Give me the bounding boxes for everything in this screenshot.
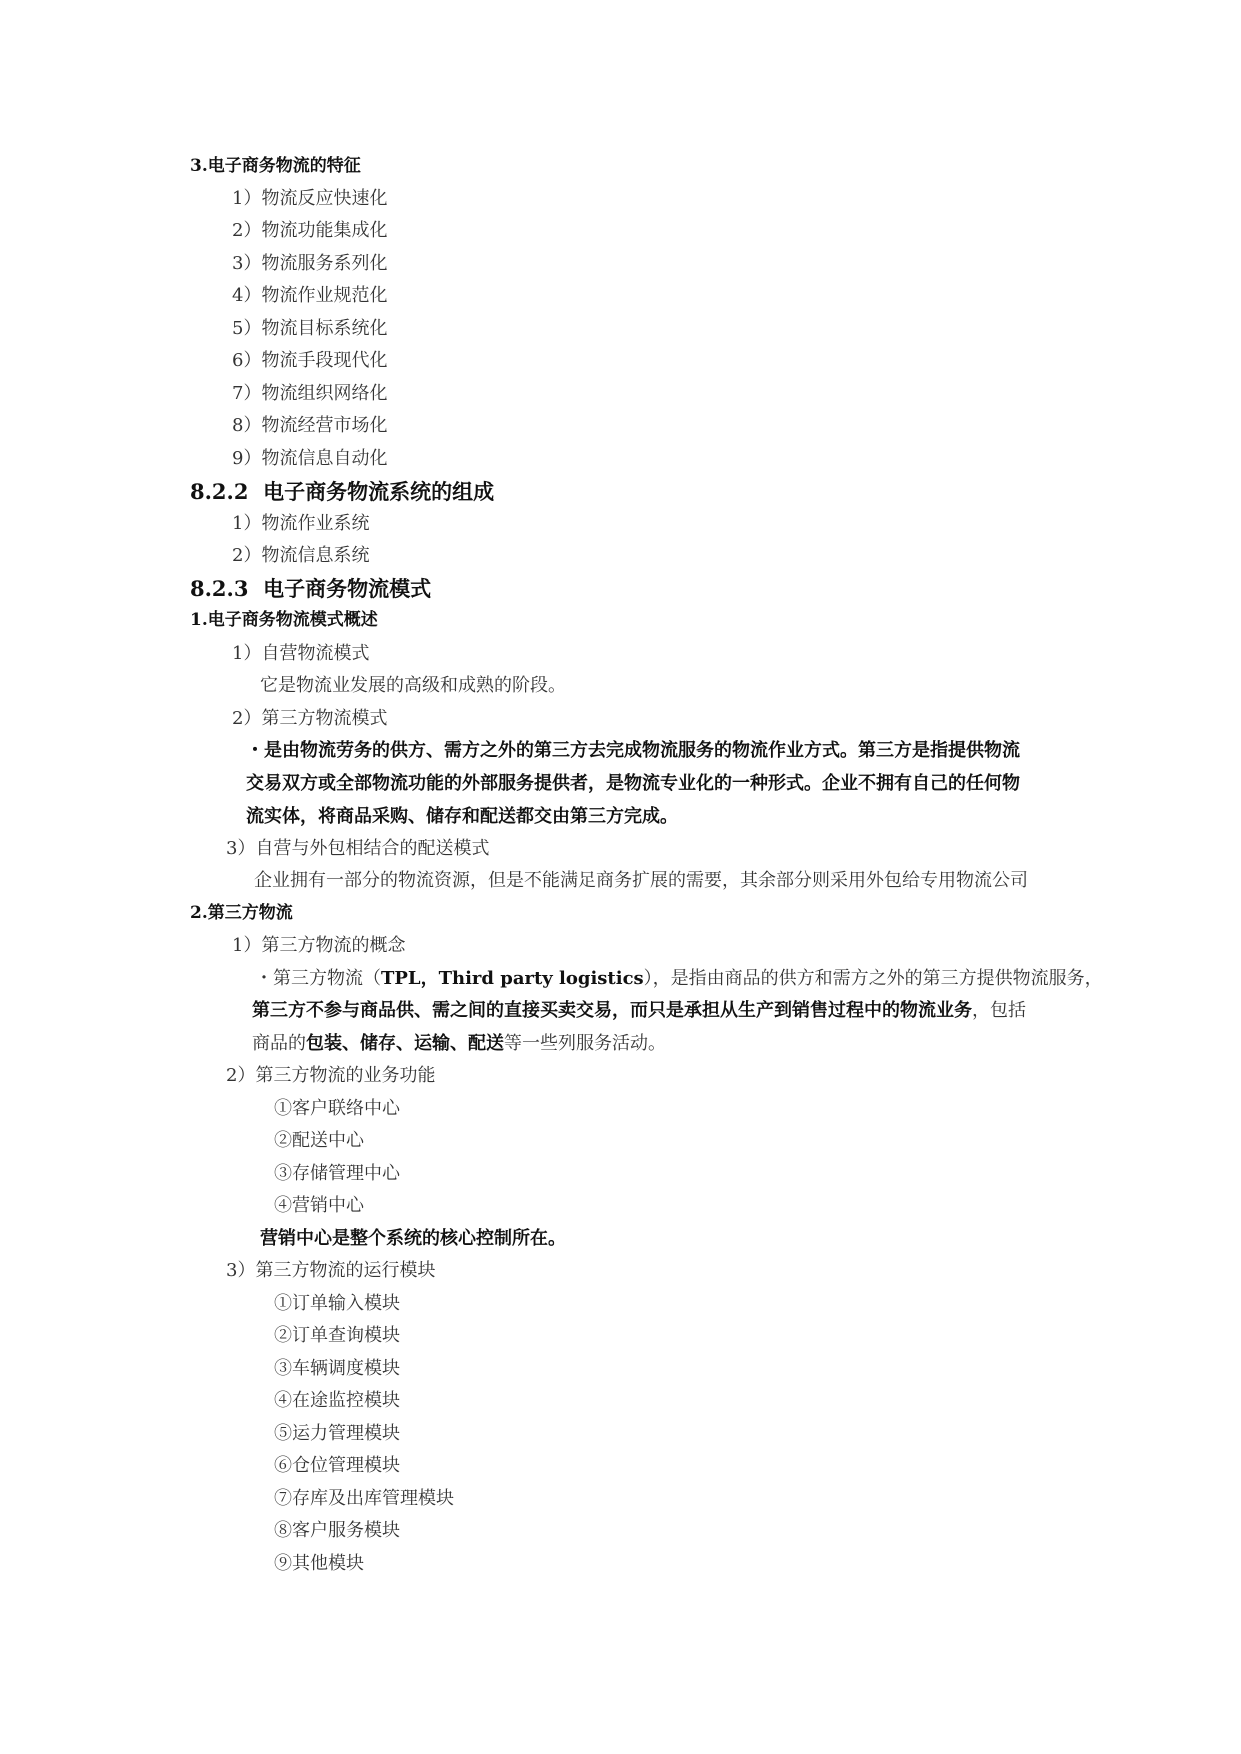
function-item: ④营销中心	[274, 1195, 364, 1216]
module-item: ①订单输入模块	[274, 1293, 400, 1314]
mode-title: 2）第三方物流模式	[232, 708, 388, 729]
feature-item: 5）物流目标系统化	[232, 318, 388, 339]
heading-8-2-2: 8.2.2 电子商务物流系统的组成	[190, 479, 495, 504]
function-item: ①客户联络中心	[274, 1098, 400, 1119]
feature-item: 7）物流组织网络化	[232, 383, 388, 404]
feature-item: 4）物流作业规范化	[232, 285, 388, 306]
system-item: 2）物流信息系统	[232, 545, 370, 566]
module-item: ⑨其他模块	[274, 1553, 364, 1574]
module-item: ⑧客户服务模块	[274, 1520, 400, 1541]
feature-item: 8）物流经营市场化	[232, 415, 388, 436]
subsection-title: 3）第三方物流的运行模块	[226, 1260, 436, 1281]
module-item: ④在途监控模块	[274, 1390, 400, 1411]
section-heading-tpl: 2.第三方物流	[190, 903, 293, 923]
subsection-title: 1）第三方物流的概念	[232, 935, 406, 956]
mode-title: 3）自营与外包相结合的配送模式	[226, 838, 490, 859]
module-item: ②订单查询模块	[274, 1325, 400, 1346]
concept-line	[252, 1002, 1026, 1020]
function-item: ②配送中心	[274, 1130, 364, 1151]
feature-item: 3）物流服务系列化	[232, 253, 388, 274]
module-item: ③车辆调度模块	[274, 1358, 400, 1379]
system-item: 1）物流作业系统	[232, 513, 370, 534]
concept-line	[252, 1035, 666, 1053]
concept-text: 商品的	[252, 1033, 306, 1054]
concept-emphasis: 包装、储存、运输、配送	[306, 1033, 504, 1054]
concept-text: ，包括	[972, 1000, 1026, 1021]
concept-text: ），是指由商品的供方和需方之外的第三方提供物流服务，	[643, 968, 1103, 989]
function-note: 营销中心是整个系统的核心控制所在。	[260, 1228, 566, 1249]
function-item: ③存储管理中心	[274, 1163, 400, 1184]
concept-line	[255, 970, 1103, 988]
concept-emphasis: TPL，Third party logistics	[381, 968, 644, 989]
heading-8-2-3: 8.2.3 电子商务物流模式	[190, 576, 432, 601]
feature-item: 9）物流信息自动化	[232, 448, 388, 469]
module-item: ⑦存库及出库管理模块	[274, 1488, 454, 1509]
feature-item: 1）物流反应快速化	[232, 188, 388, 209]
subsection-title: 2）第三方物流的业务功能	[226, 1065, 436, 1086]
mode-title: 1）自营物流模式	[232, 643, 370, 664]
mode-description: 企业拥有一部分的物流资源，但是不能满足商务扩展的需要，其余部分则采用外包给专用物流公司	[254, 870, 1028, 891]
mode-description-line: 交易双方或全部物流功能的外部服务提供者，是物流专业化的一种形式。企业不拥有自己的任何物	[246, 773, 1020, 794]
concept-text: ・第三方物流（	[255, 968, 381, 989]
section-heading-overview: 1.电子商务物流模式概述	[190, 610, 378, 630]
feature-item: 2）物流功能集成化	[232, 220, 388, 241]
mode-description: 它是物流业发展的高级和成熟的阶段。	[260, 675, 566, 696]
concept-emphasis: 第三方不参与商品供、需之间的直接买卖交易，而只是承担从生产到销售过程中的物流业务	[252, 1000, 972, 1021]
mode-description-line: 流实体，将商品采购、储存和配送都交由第三方完成。	[246, 806, 678, 827]
module-item: ⑥仓位管理模块	[274, 1455, 400, 1476]
module-item: ⑤运力管理模块	[274, 1423, 400, 1444]
mode-description-line: ・是由物流劳务的供方、需方之外的第三方去完成物流服务的物流作业方式。第三方是指提供物流	[246, 740, 1020, 761]
feature-item: 6）物流手段现代化	[232, 350, 388, 371]
section-heading-features: 3.电子商务物流的特征	[190, 156, 361, 176]
concept-text: 等一些列服务活动。	[504, 1033, 666, 1054]
